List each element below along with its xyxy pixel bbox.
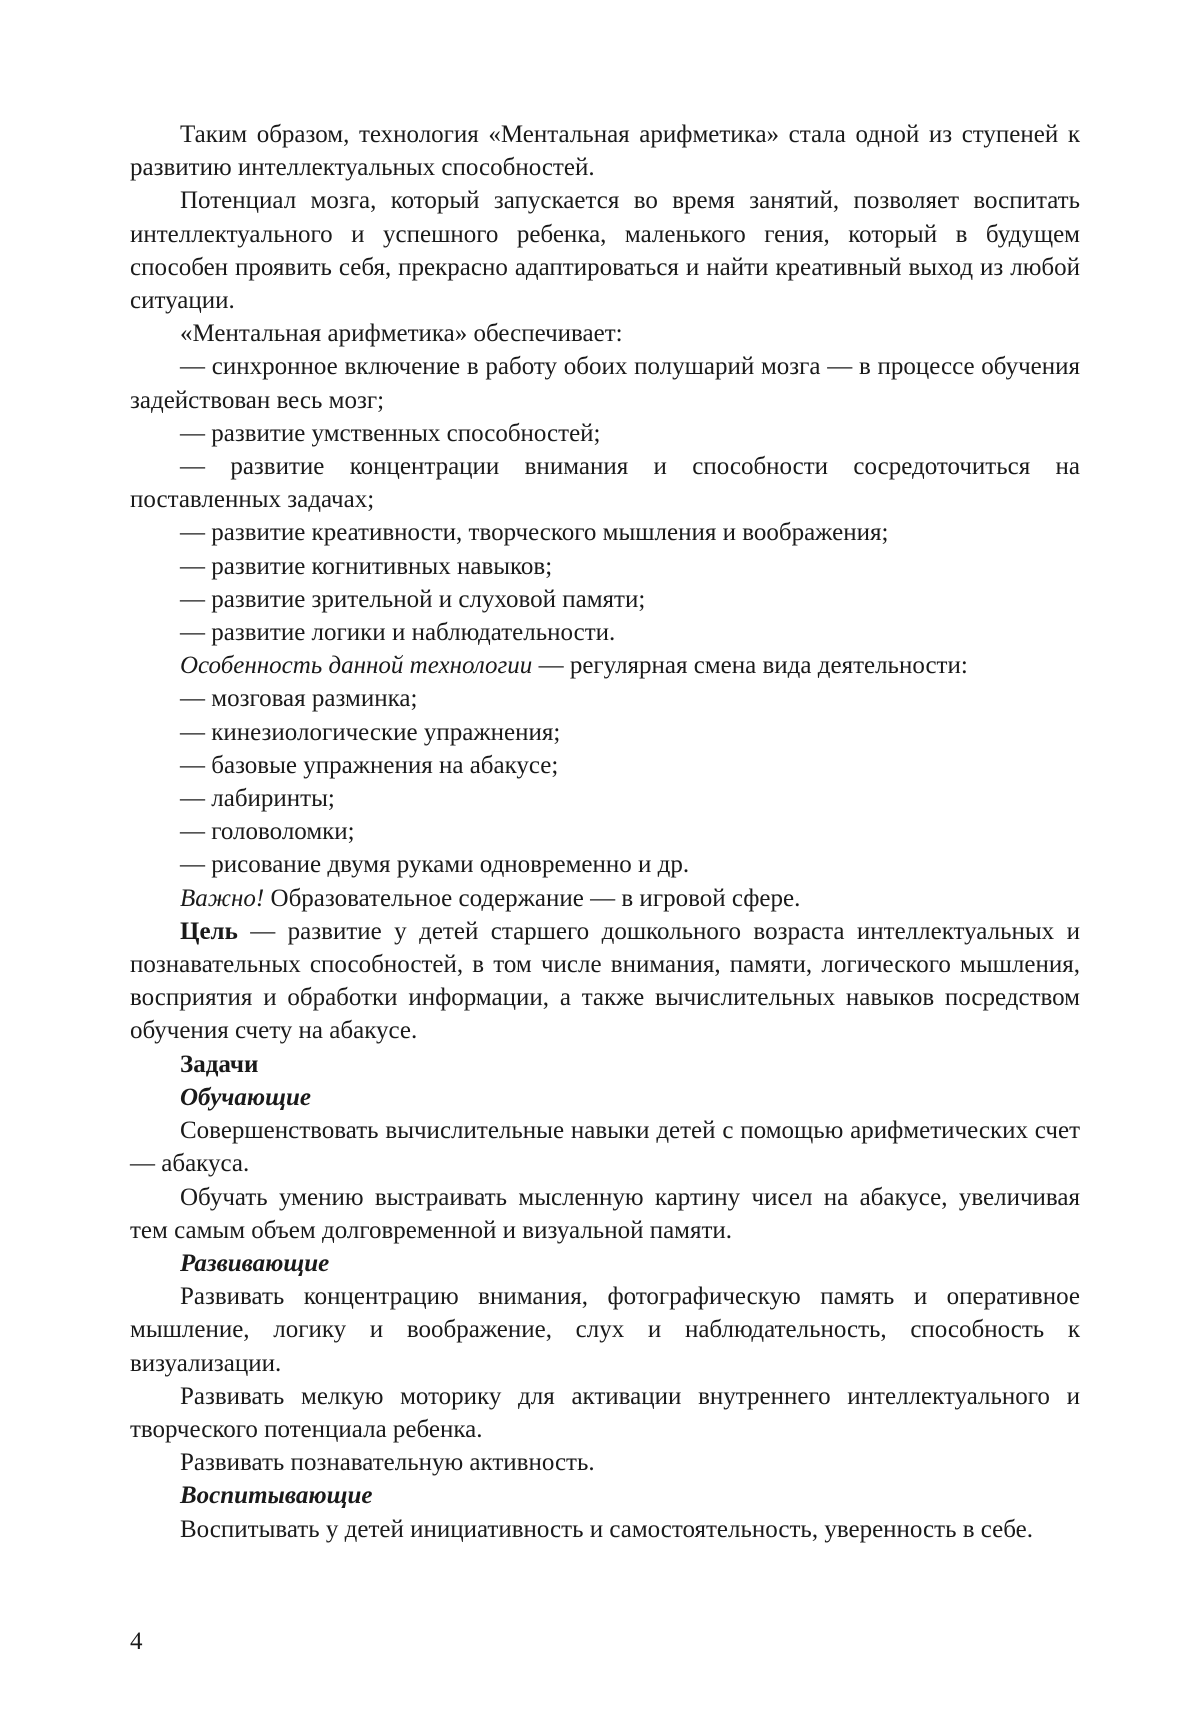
paragraph-brain-potential: Потенциал мозга, который запускается во время занятий, позволяет воспитать интеллектуального и успешного ребенка, маленького гения, который в будущем способен проявить себя, прекрасно адаптироваться и найти креативный выход из любой ситуации. (130, 187, 1080, 315)
list-item-activity: — рисование двумя руками одновременно и др. (180, 851, 690, 879)
list-item-activity: — лабиринты; (180, 785, 335, 813)
goal-bold-lead: Цель (180, 917, 238, 945)
developing-item: Развивать познавательную активность. (180, 1449, 595, 1477)
important-text: Образовательное содержание — в игровой сфере. (264, 884, 801, 912)
upbringing-item: Воспитывать у детей инициативность и самостоятельность, уверенность в себе. (180, 1515, 1034, 1543)
page-body (130, 118, 1080, 1546)
list-item-provides: — синхронное включение в работу обоих полушарий мозга — в процессе обучения задействован весь мозг; (130, 353, 1080, 414)
developing-item: Развивать мелкую моторику для активации внутреннего интеллектуального и творческого потенциала ребенка. (130, 1382, 1080, 1443)
paragraph-conclusion: Таким образом, технология «Ментальная арифметика» стала одной из ступеней к развитию интеллектуальных способностей. (130, 121, 1080, 182)
developing-item: Развивать концентрацию внимания, фотографическую память и оперативное мышление, логику и воображение, слух и наблюдательность, способность к визуализации. (130, 1283, 1080, 1377)
list-item-activity: — мозговая разминка; (180, 685, 418, 713)
list-item-activity: — базовые упражнения на абакусе; (180, 751, 559, 779)
feature-text: — регулярная смена вида деятельности: (532, 652, 968, 680)
list-item-provides: — развитие умственных способностей; (180, 419, 601, 447)
goal-text: — развитие у детей старшего дошкольного возраста интеллектуальных и познавательных способностей, в том числе внимания, памяти, логического мышления, восприятия и обработки информации, а также вычислительных навыков посредством обучения счету на абакусе. (130, 917, 1080, 1045)
list-item-provides: — развитие логики и наблюдательности. (180, 619, 616, 647)
paragraph-provides-intro: «Ментальная арифметика» обеспечивает: (180, 320, 623, 348)
list-item-activity: — кинезиологические упражнения; (180, 718, 561, 746)
list-item-provides: — развитие концентрации внимания и способности сосредоточиться на поставленных задачах; (130, 453, 1080, 514)
list-item-provides: — развитие зрительной и слуховой памяти; (180, 585, 646, 613)
educational-item: Совершенствовать вычислительные навыки детей с помощью арифметических счет — абакуса. (130, 1117, 1080, 1178)
paragraph-important (130, 882, 1080, 915)
educational-heading: Обучающие (180, 1083, 311, 1111)
list-item-provides: — развитие креативности, творческого мышления и воображения; (180, 519, 889, 547)
page-number: 4 (130, 1628, 143, 1655)
upbringing-heading: Воспитывающие (180, 1482, 373, 1510)
developing-heading: Развивающие (180, 1249, 330, 1277)
feature-italic-lead: Особенность данной технологии (180, 652, 533, 680)
list-item-provides: — развитие когнитивных навыков; (180, 552, 553, 580)
list-item-activity: — головоломки; (180, 818, 355, 846)
tasks-heading: Задачи (180, 1050, 259, 1078)
educational-item: Обучать умению выстраивать мысленную картину чисел на абакусе, увеличивая тем самым объем долговременной и визуальной памяти. (130, 1183, 1080, 1244)
important-italic-lead: Важно! (180, 884, 265, 912)
paragraph-feature (130, 649, 1080, 682)
paragraph-goal (130, 915, 1080, 1048)
